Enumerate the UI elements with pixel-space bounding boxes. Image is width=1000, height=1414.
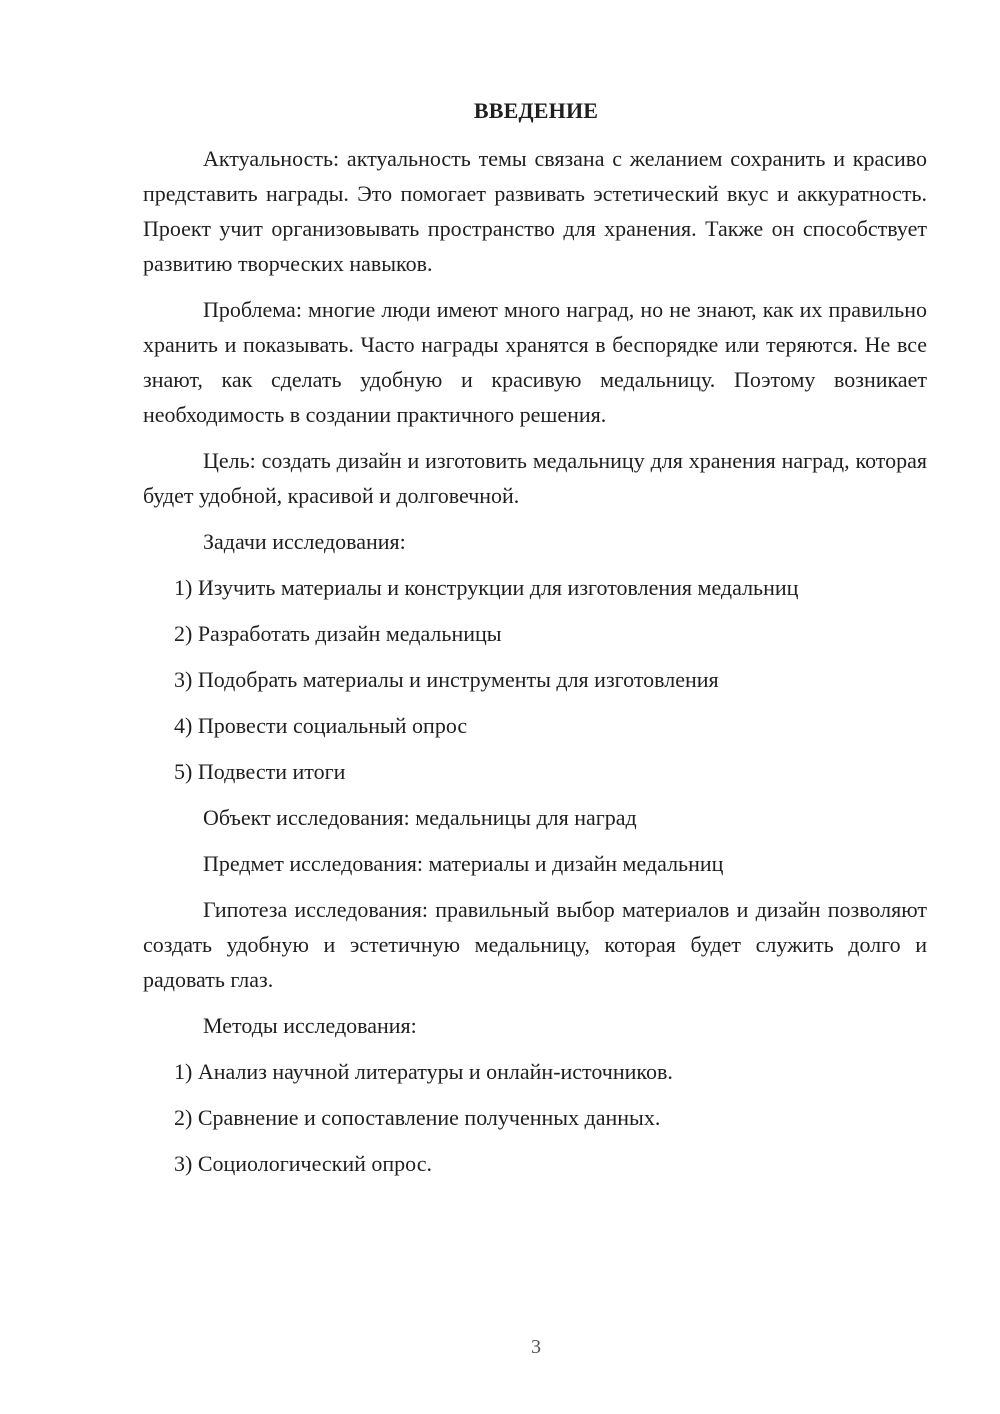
page-number: 3 (531, 1336, 541, 1358)
task-item-4: 4) Провести социальный опрос (174, 713, 468, 738)
methods-heading: Методы исследования: (203, 1013, 417, 1038)
tasks-list (143, 570, 927, 789)
relevance-paragraph: Актуальность: актуальность темы связана с желанием сохранить и красиво представить награды. Это помогает развивать эстетический вкус и аккуратность. Проект учит организовывать пространство для хранения. Также он способствует развитию творческих навыков. (143, 146, 927, 276)
method-item-2: 2) Сравнение и сопоставление полученных данных. (174, 1105, 661, 1130)
goal-paragraph: Цель: создать дизайн и изготовить медальницу для хранения наград, которая будет удобной, красивой и долговечной. (143, 448, 927, 508)
tasks-heading: Задачи исследования: (203, 529, 406, 554)
task-item-3: 3) Подобрать материалы и инструменты для изготовления (174, 667, 719, 692)
task-item-2: 2) Разработать дизайн медальницы (174, 621, 502, 646)
hypothesis-paragraph: Гипотеза исследования: правильный выбор материалов и дизайн позволяют создать удобную и эстетичную медальницу, которая будет служить долго и радовать глаз. (143, 897, 927, 992)
research-subject: Предмет исследования: материалы и дизайн медальниц (203, 851, 724, 876)
method-item-3: 3) Социологический опрос. (174, 1151, 432, 1176)
task-item-1: 1) Изучить материалы и конструкции для изготовления медальниц (174, 575, 799, 600)
task-item-5: 5) Подвести итоги (174, 759, 346, 784)
method-item-1: 1) Анализ научной литературы и онлайн-источников. (174, 1059, 673, 1084)
research-object: Объект исследования: медальницы для наград (203, 805, 637, 830)
problem-paragraph: Проблема: многие люди имеют много наград, но не знают, как их правильно хранить и показывать. Часто награды хранятся в беспорядке или теряются. Не все знают, как сделать удобную и красивую медальницу. Поэтому возникает необходимость в создании практичного решения. (143, 297, 927, 427)
methods-list (143, 1054, 927, 1181)
page-title: ВВЕДЕНИЕ (473, 98, 599, 123)
document-body (143, 141, 927, 1192)
